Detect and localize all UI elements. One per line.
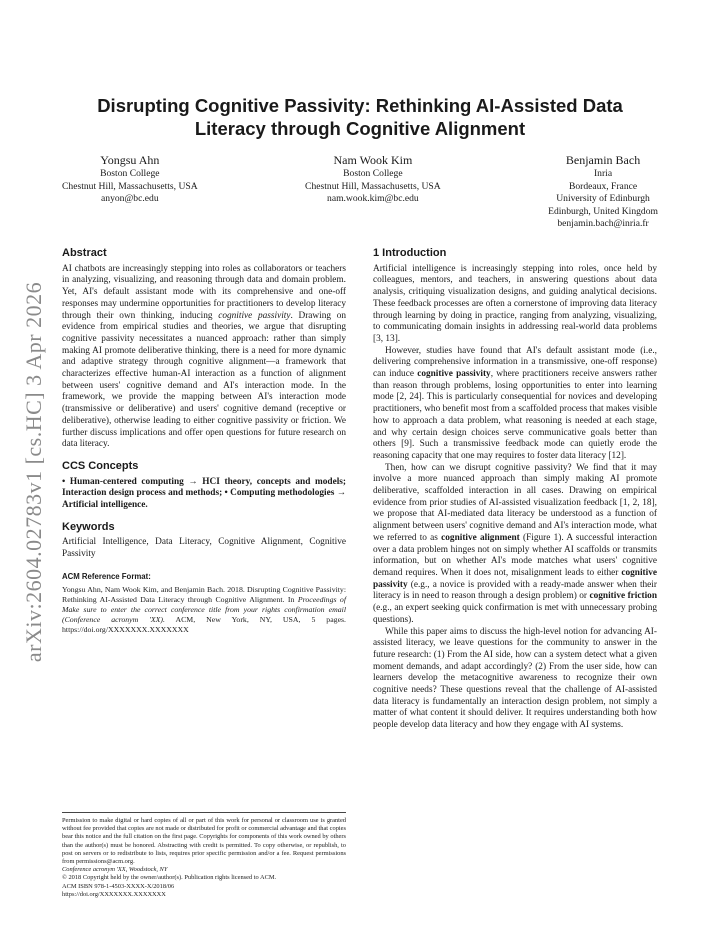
author-name: Yongsu Ahn: [100, 153, 160, 167]
intro-paragraph-4: While this paper aims to discuss the high-level notion for advancing AI-assisted literacy, we leave questions for the community to answer in the future research: (1) From the AI side, how can a system detect what a given moment demands, and adapt accordingly? (2) From the user side, how can learners develop the metacognitive awareness to recognize their own cognitive needs? These questions reveal that the challenge of AI-assisted data literacy is fundamentally an interaction design problem, not simply a matter of what content it should deliver. It requires understanding both how people develop data literacy and how they engage with AI systems.: [373, 626, 657, 731]
keywords-heading: Keywords: [62, 520, 115, 533]
reference-format-text: Yongsu Ahn, Nam Wook Kim, and Benjamin Bach. 2018. Disrupting Cognitive Passivity: Rethinking AI-Assisted Data Literacy through Cognitive Alignment. In Proceedings of Make sure to enter the correct conference title from your rights confirmation email (Conference acronym 'XX). ACM, New York, NY, USA, 5 pages. https://doi.org/XXXXXXX.XXXXXXX: [62, 584, 347, 634]
affiliation-line: Boston College: [100, 168, 160, 179]
reference-format-heading: ACM Reference Format:: [62, 571, 151, 581]
conference-line: Conference acronym 'XX, Woodstock, NY: [62, 866, 168, 874]
affiliation-line: Boston College: [343, 168, 403, 179]
ccs-heading: CCS Concepts: [62, 459, 139, 472]
isbn-line: ACM ISBN 978-1-4503-XXXX-X/2018/06: [62, 882, 175, 890]
author-name: Benjamin Bach: [565, 153, 641, 167]
right-column: [373, 248, 657, 732]
ccs-text: • Human-centered computing → HCI theory, concepts and models; Interaction design process and methods; • Computing methodologies → Artificial intelligence.: [62, 476, 346, 511]
affiliation-line: Bordeaux, France: [568, 180, 638, 192]
doi-line: https://doi.org/XXXXXXX.XXXXXXX: [62, 890, 166, 898]
author-3: [548, 153, 658, 231]
affiliation-line: Inria: [593, 168, 613, 179]
abstract-text: AI chatbots are increasingly stepping into roles as collaborators or teachers in analyzing, visualizing, and reasoning through data and domain problem. Yet, AI's default assistant mode with its comprehensive and one-off responses may undermine opportunities for practitioners to develop literacy through their own thinking, inducing cognitive passivity. Drawing on evidence from empirical studies and theories, we argue that disrupting cognitive passivity necessitates a nuanced approach: rather than simply making AI promote deliberative thinking, there is a need for more dynamic and adaptive strategy through cognitive alignment—a framework that characterizes effective human-AI interaction as a function of alignment between users' cognitive demand and AI's interaction mode. In the framework, we provide the mapping between AI's interaction mode (transmissive or deliberative) and users' cognitive demand (receptive or deliberative), otherwise leading to either cognitive passivity or friction. We further discuss implications and offer open questions for future research on data literacy.: [62, 263, 346, 450]
affiliation-line: Edinburgh, United Kingdom: [548, 205, 658, 217]
introduction-heading: 1 Introduction: [373, 247, 447, 259]
left-column: [62, 248, 346, 635]
author-2: [305, 153, 441, 231]
affiliation-line: Chestnut Hill, Massachusetts, USA: [305, 180, 441, 192]
arxiv-identifier: arXiv:2604.02783v1 [cs.HC] 3 Apr 2026: [21, 281, 46, 663]
intro-paragraph-3: Then, how can we disrupt cognitive passivity? We find that it may involve a more nuanced approach than simply making AI promote deliberative, scaffolded interaction in all cases. Drawing on empirical evidence from prior studies of AI-assisted visualization feedback [1, 2, 18], we propose that AI-mediated data literacy be understood as a function of alignment between users' cognitive demand and AI's interaction mode, what we referred to as cognitive alignment (Figure 1). A successful interaction over a data problem hinges not on simply whether AI scaffolds or transmits information, but on whether AI's mode matches what users' cognitive demand requires. When it does not, misalignment leads to either cognitive passivity (e.g., a novice is provided with a ready-made answer when their literacy is in need to reason through a design problem) or cognitive friction (e.g., an expert seeking quick confirmation is met with unnecessary probing questions).: [373, 462, 657, 625]
intro-paragraph-2: However, studies have found that AI's default assistant mode (i.e., delivering comprehensive information in a transmissive, one-off response) can induce cognitive passivity, where practitioners receive answers rather than reason through problems, losing opportunities to enter into learning mode [2, 24]. This is particularly consequential for novices and developing practitioners, who benefit most from a scaffolded process that makes visible how to approach a data problem, what reasoning is needed at each stage, and why certain design choices serve communicative goals better than others [9]. Such a transmissive feedback mode can quietly erode the reasoning capacity that one may requires to foster data literacy [12].: [373, 345, 657, 461]
affiliation-line: University of Edinburgh: [556, 193, 650, 204]
author-block: [62, 153, 658, 231]
author-email: nam.wook.kim@bc.edu: [327, 193, 419, 204]
affiliation-line: Chestnut Hill, Massachusetts, USA: [62, 180, 198, 192]
intro-paragraph-1: Artificial intelligence is increasingly stepping into roles, once held by colleagues, mentors, and teachers, in answering questions about data analysis, critiquing visualization designs, and guiding analytical decisions. These feedback processes are often a cornerstone of improving data literacy through learning by doing in practice, ranging from analyzing, visualizing, to communicating domain insights in addressing real-world data problems [3, 13].: [373, 263, 657, 344]
copyright-line: © 2018 Copyright held by the owner/author(s). Publication rights licensed to ACM.: [62, 874, 277, 882]
author-email: anyon@bc.edu: [101, 193, 159, 204]
author-name: Nam Wook Kim: [333, 153, 413, 167]
keywords-text: Artificial Intelligence, Data Literacy, Cognitive Alignment, Cognitive Passivity: [62, 537, 346, 560]
paper-title: Disrupting Cognitive Passivity: Rethinking AI-Assisted Data Literacy through Cognitive Alignment: [97, 95, 623, 139]
permission-footnote: [62, 812, 346, 899]
abstract-heading: Abstract: [62, 247, 107, 259]
author-1: [62, 153, 198, 231]
permission-text: Permission to make digital or hard copies of all or part of this work for personal or classroom use is granted without fee provided that copies are not made or distributed for profit or commercial advantage and that copies bear this notice and the full citation on the first page. Copyrights for components of this work owned by others than the author(s) must be honored. Abstracting with credit is permitted. To copy otherwise, or republish, to post on servers or to redistribute to lists, requires prior specific permission and/or a fee. Request permissions from permissions@acm.org.: [62, 817, 346, 866]
author-email: benjamin.bach@inria.fr: [557, 218, 649, 229]
